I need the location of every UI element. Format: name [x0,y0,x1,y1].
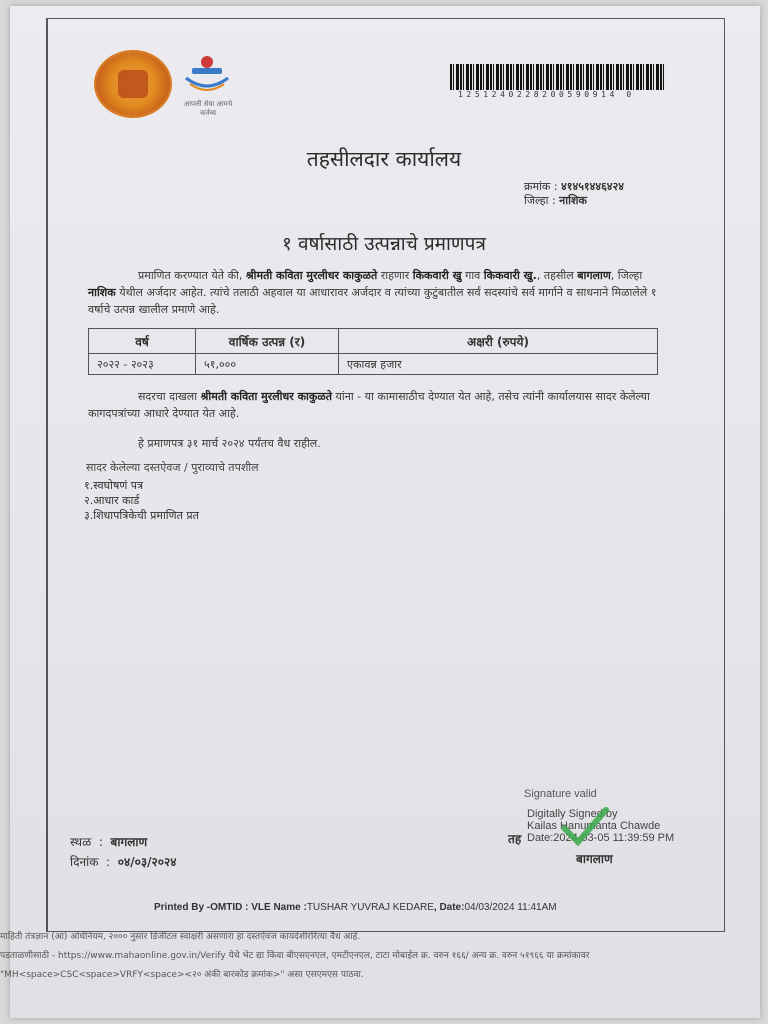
government-seal-icon [96,52,170,116]
signature-designation: तह [508,832,522,846]
barcode [450,64,666,90]
signature-date: Date:2024-03-05 11:39:59 PM [527,832,675,844]
barcode-number: 1251240228200590914 0 [458,90,635,99]
printed-date-label: , Date: [433,902,465,913]
signer-name: Kailas Hanumanta Chawde [527,820,661,832]
documents-list [84,478,199,523]
footer-line: पडताळणीसाठी - https://www.mahaonline.gov.in/Verify येथे भेट द्या किंवा बीएसएनएल, एमटीएनएल, टाटा मोबाईल क्र. वरुन १६६/ अन्य क्र. वरुन ५१९६६ या क्रमांकावर [0,951,590,961]
para1-text: राहणार [377,269,413,282]
taluka-name: बागलाण [577,269,611,282]
logo-caption: आपली सेवा आमचे कर्तव्य [183,100,233,117]
applicant-name: श्रीमती कविता मुरलीधर काकुळते [200,390,332,403]
printed-by-line [154,902,557,913]
para1-text: गाव [461,269,484,282]
para1-text: , तहसील [536,269,578,282]
residence-village: किकवारी खु [412,269,462,282]
district-value: नाशिक [559,194,587,207]
para1-text: येथील अर्जदार आहेत. त्यांचे तलाठी अहवाल या आधारावर अर्जदार व त्यांच्या कुटुंबातील सर्व सदस्यांचे सर्व मार्गाने व साधनाने मिळालेले १ वर्षाचे उत्पन्न खालील प्रमाणे आहे. [88,286,657,316]
certificate-paragraph-2 [88,388,668,422]
footer-line: माहिती तंत्रज्ञान (आ) अधिनियम, २००० नुसार डिजीटल स्वाक्षरी असणारा हा दस्तऐवज कायदेशीररित्या वैध आहे. [0,932,361,942]
date-value: ०४/०३/२०२४ [117,855,177,869]
signature-line: Digitally Signed by [527,808,618,820]
list-item: ३.शिधापत्रिकेची प्रमाणित प्रत [84,509,199,522]
vle-label: : VLE Name : [242,902,307,913]
omtid-label: OMTID [210,902,243,913]
income-table [88,328,658,375]
column-header-year: वर्ष [89,329,196,354]
village-name: किकवारी खु. [483,269,537,282]
date-label: दिनांक [70,855,99,869]
cell-income: ५१,००० [196,354,339,375]
para2-text: यांना - या कामासाठीच देण्यात येत आहे, तसेच त्यांनी कार्यालयास सादर केलेल्या कागदपत्रांच्या आधारे देण्यात येत आहे. [88,390,650,420]
column-header-income: वार्षिक उत्पन्न (र) [196,329,339,354]
income-table-header [89,329,658,354]
vle-name: TUSHAR YUVRAJ KEDARE [306,902,434,913]
signature-place: बागलाण [576,852,613,866]
district-label: जिल्हा : [524,194,556,207]
list-item: १.स्वघोषणं पत्र [84,479,144,492]
column-header-words: अक्षरी (रुपये) [339,329,658,354]
para1-text: प्रमाणित करण्यात येते की, [138,269,246,282]
para1-text: , जिल्हा [610,269,643,282]
aapli-seva-logo-icon [178,48,236,120]
footer-line: "MH<space>CSC<space>VRFY<space><२० अंकी बारकोड क्रमांक>" असा एसएमएस पाठवा. [0,970,364,980]
cell-year: २०२२ - २०२३ [89,354,196,375]
signature-valid-label: Signature valid [524,788,597,800]
place-date-block: स्थळ : बागलाण दिनांक : ०४/०३/२०२४ [70,835,177,869]
serial-value: ४१४५१४४६४२४ [561,180,624,193]
place-label: स्थळ [70,835,92,849]
list-item: २.आधार कार्ड [84,494,140,507]
printed-label: Printed By - [154,902,211,913]
place-value: बागलाण [110,835,148,849]
checkmark-icon [560,806,610,846]
validity-statement: हे प्रमाणपत्र ३१ मार्च २०२४ पर्यंतच वैध राहील. [138,437,321,450]
legal-footer [0,928,768,985]
para2-text: सदरचा दाखला [138,390,201,403]
certificate-title: १ वर्षासाठी उत्पन्नाचे प्रमाणपत्र [282,233,486,255]
table-row [89,354,658,375]
document-meta [524,180,624,208]
district-name: नाशिक [88,286,116,299]
cell-words: एकावन्न हजार [339,354,658,375]
certificate-paragraph-1 [88,267,668,318]
applicant-name: श्रीमती कविता मुरलीधर काकुळते [245,269,378,282]
printed-date: 04/03/2024 11:41AM [464,902,557,913]
serial-label: क्रमांक : [524,180,558,193]
office-title: तहसीलदार कार्यालय [306,147,462,171]
documents-heading: सादर केलेल्या दस्तऐवज / पुराव्याचे तपशील [86,461,259,474]
